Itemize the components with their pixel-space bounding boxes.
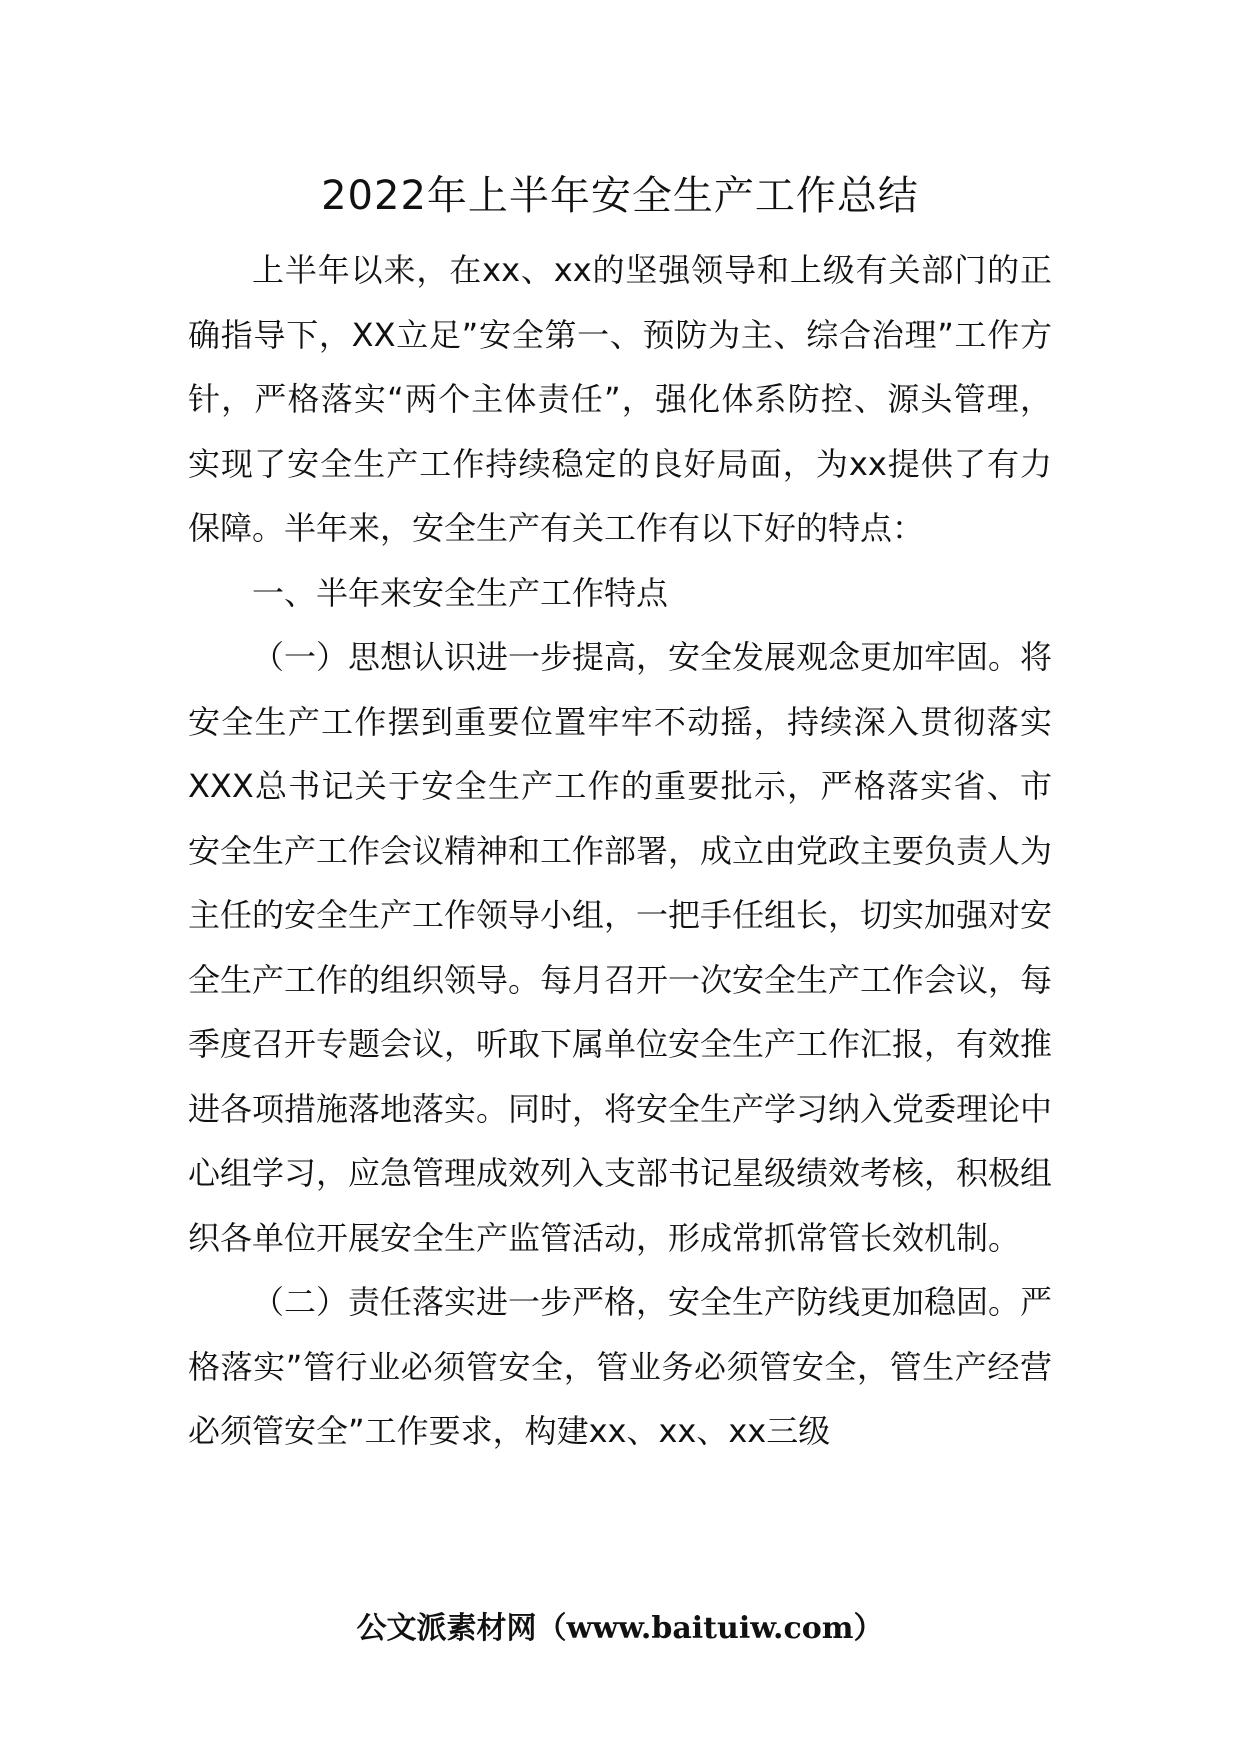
document-body [188,238,1052,1464]
intro-paragraph: 上半年以来，在xx、xx的坚强领导和上级有关部门的正确指导下，XX立足”安全第一、预防为主、综合治理”工作方针，严格落实“两个主体责任”，强化体系防控、源头管理，实现了安全生产工作持续稳定的良好局面，为xx提供了有力保障。半年来，安全生产有关工作有以下好的特点： [188,251,1052,547]
document-title: 2022年上半年安全生产工作总结 [321,173,919,219]
footer-watermark: 公文派素材网（www.baituiw.com） [356,1611,884,1646]
section-heading: 一、半年来安全生产工作特点 [252,573,669,612]
subsection-paragraph-2: （二）责任落实进一步严格，安全生产防线更加稳固。严格落实”管行业必须管安全，管业务必须管安全，管生产经营必须管安全”工作要求，构建xx、xx、xx三级 [188,1283,1053,1450]
subsection-paragraph-1: （一）思想认识进一步提高，安全发展观念更加牢固。将安全生产工作摆到重要位置牢牢不动摇，持续深入贯彻落实XXX总书记关于安全生产工作的重要批示，严格落实省、市安全生产工作会议精神和工作部署，成立由党政主要负责人为主任的安全生产工作领导小组，一把手任组长，切实加强对安全生产工作的组织领导。每月召开一次安全生产工作会议，每季度召开专题会议，听取下属单位安全生产工作汇报，有效推进各项措施落地落实。同时，将安全生产学习纳入党委理论中心组学习，应急管理成效列入支部书记星级绩效考核，积极组织各单位开展安全生产监管活动，形成常抓常管长效机制。 [188,638,1053,1257]
